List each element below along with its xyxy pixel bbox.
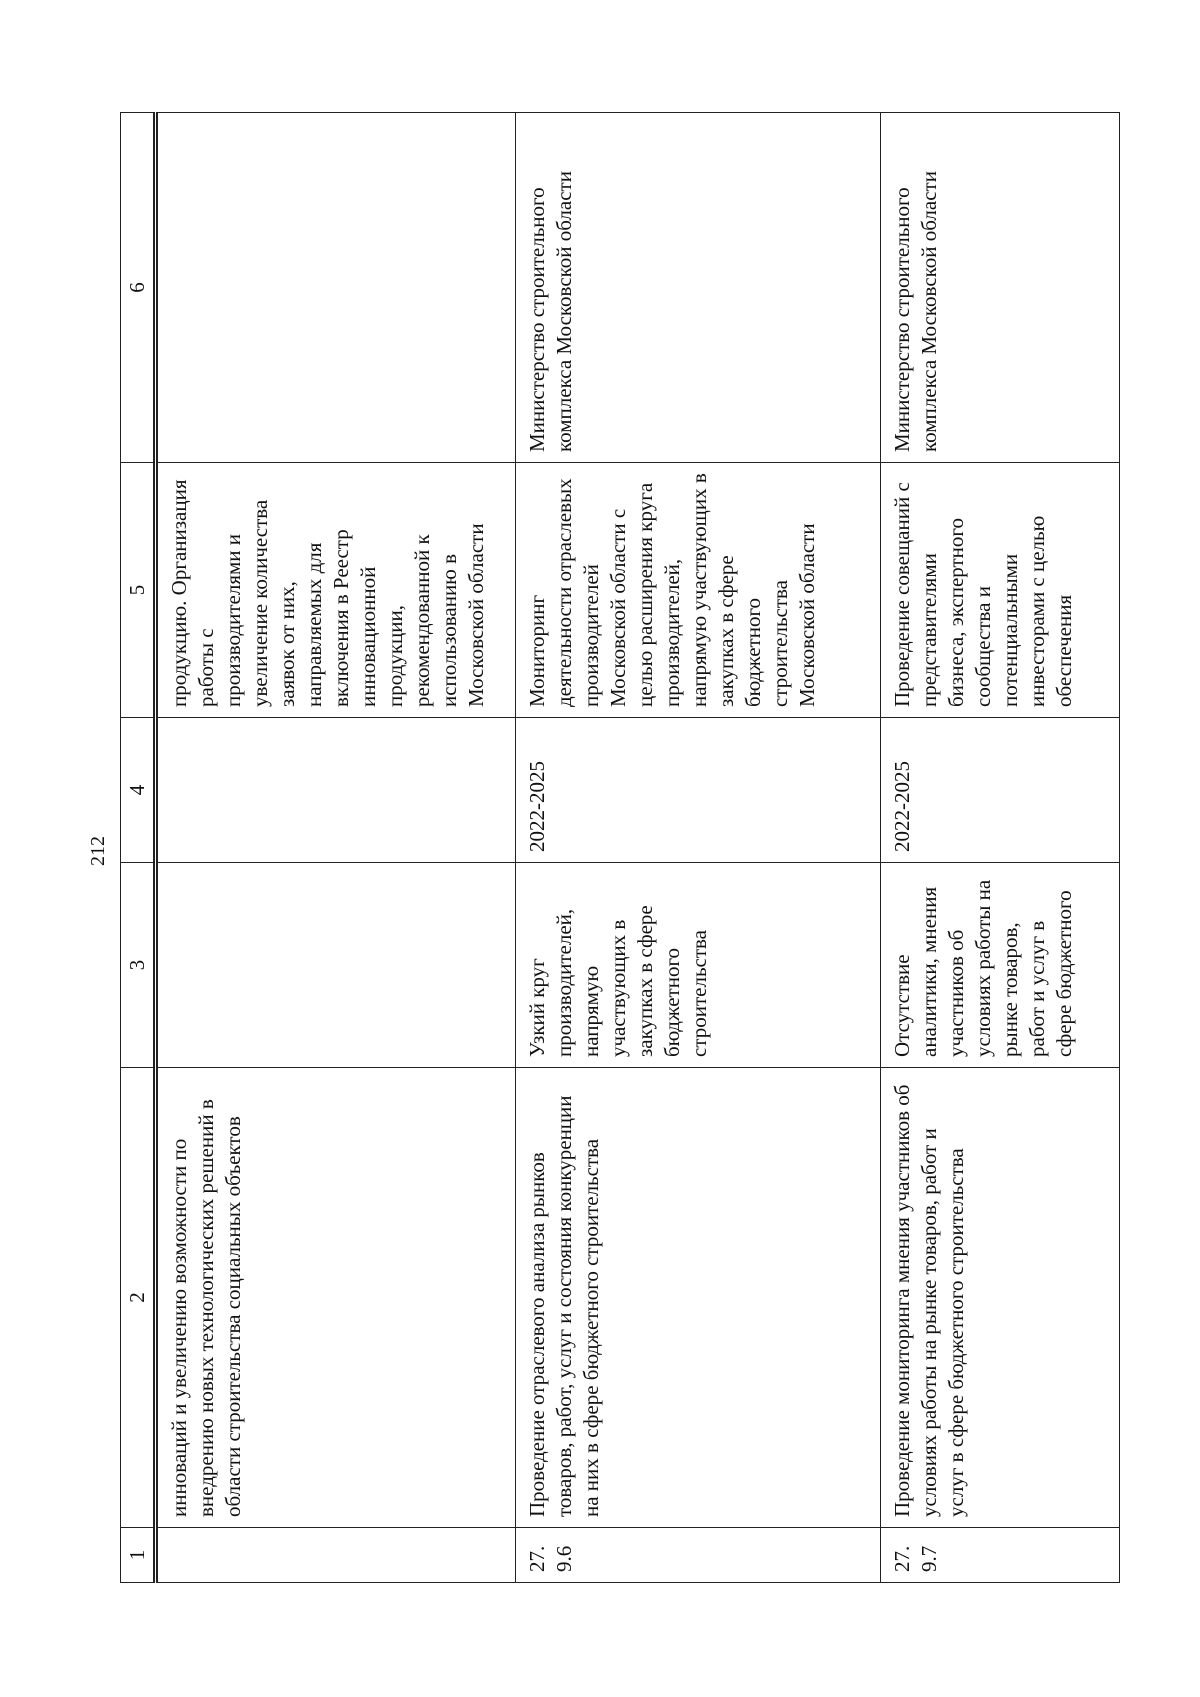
column-header: 2 — [121, 1068, 156, 1528]
period-cell — [156, 718, 516, 863]
measure-cell: Проведение мониторинга мнения участников об условиях работы на рынке товаров, работ и услуг в сфере бюджетного строительства — [881, 1068, 1120, 1528]
period-cell: 2022-2025 — [881, 718, 1120, 863]
row-number-cell: 27.9.6 — [516, 1528, 881, 1583]
row-number-cell — [156, 1528, 516, 1583]
executor-cell: Министерство строительного комплекса Московской области — [516, 113, 881, 463]
row-number-cell: 27.9.7 — [881, 1528, 1120, 1583]
column-header: 4 — [121, 718, 156, 863]
measures-table-wrapper — [120, 113, 1120, 1583]
problem-cell: Узкий круг производителей, напрямую участвующих в закупках в сфере бюджетного строительства — [516, 863, 881, 1068]
problem-cell — [156, 863, 516, 1068]
result-cell: Проведение совещаний с представителями бизнеса, экспертного сообщества и потенциальными инвесторами с целью обеспечения — [881, 463, 1120, 718]
table-row — [156, 113, 516, 1583]
column-header: 6 — [121, 113, 156, 463]
problem-cell: Отсутствие аналитики, мнения участников об условиях работы на рынке товаров, работ и услуг в сфере бюджетного — [881, 863, 1120, 1068]
table-row — [516, 113, 881, 1583]
page-number: 212 — [87, 836, 109, 866]
result-cell: Мониторинг деятельности отраслевых производителей Московской области с целью расширения круга производителей, напрямую участвующих в закупках в сфере бюджетного строительства Московской области — [516, 463, 881, 718]
measure-cell: инноваций и увеличению возможности по внедрению новых технологических решений в области строительства социальных объектов — [156, 1068, 516, 1528]
table-header-row — [121, 113, 156, 1583]
column-header: 5 — [121, 463, 156, 718]
column-header: 3 — [121, 863, 156, 1068]
column-header: 1 — [121, 1528, 156, 1583]
result-cell: продукцию. Организация работы с производителями и увеличение количества заявок от них, направляемых для включения в Реестр инновационной продукции, рекомендованной к использованию в Московской области — [156, 463, 516, 718]
executor-cell — [156, 113, 516, 463]
measure-cell: Проведение отраслевого анализа рынков товаров, работ, услуг и состояния конкуренции на них в сфере бюджетного строительства — [516, 1068, 881, 1528]
executor-cell: Министерство строительного комплекса Московской области — [881, 113, 1120, 463]
table-row — [881, 113, 1120, 1583]
period-cell: 2022-2025 — [516, 718, 881, 863]
measures-table — [120, 112, 1120, 1583]
